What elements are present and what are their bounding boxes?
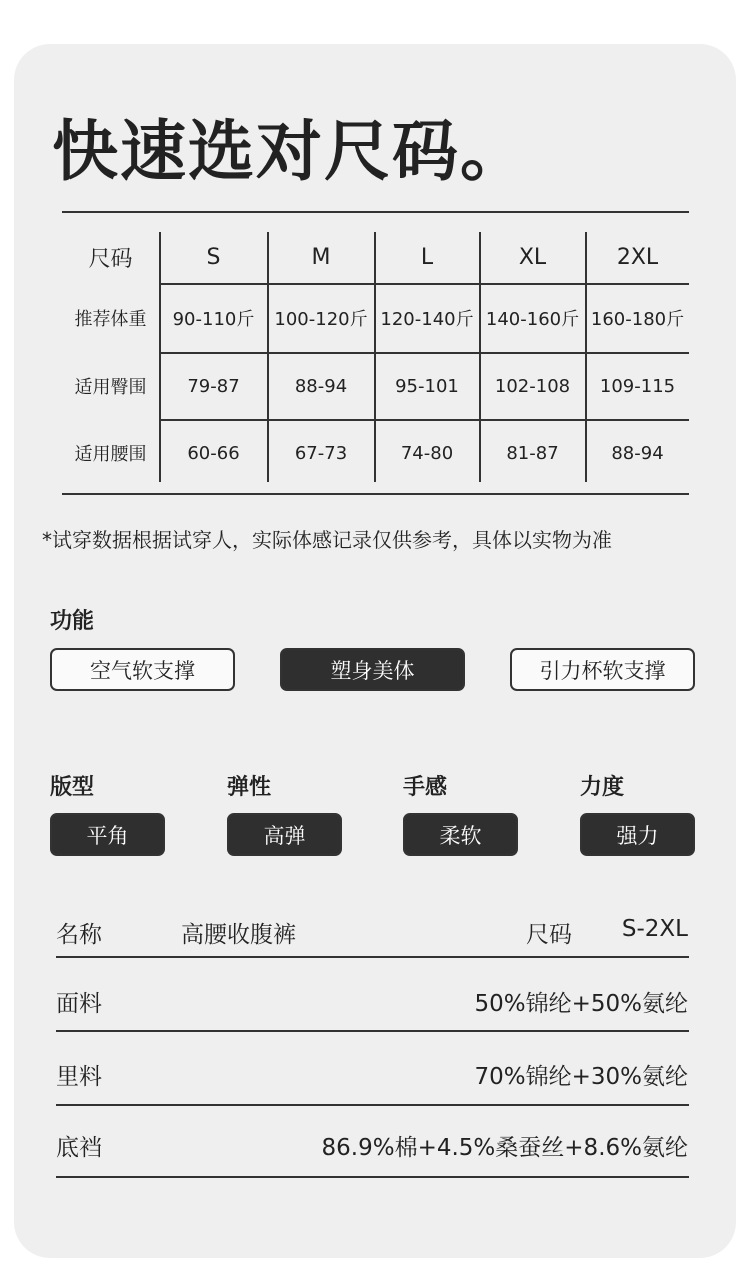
table-cell: 81-87	[506, 442, 559, 464]
spec-divider	[56, 1104, 689, 1106]
header-cell-2xl: 2XL	[616, 245, 659, 270]
header-cell-size: 尺码	[88, 247, 133, 272]
spec-label: 面料	[56, 991, 102, 1017]
table-cell: 100-120斤	[274, 309, 368, 330]
attribute-value-elasticity: 高弹	[227, 813, 342, 856]
spec-value: 86.9%棉+4.5%桑蚕丝+8.6%氨纶	[321, 1135, 688, 1161]
table-cell: 79-87	[187, 375, 240, 397]
table-cell: 74-80	[400, 442, 454, 464]
table-cell: 60-66	[187, 442, 240, 464]
spec-label: 尺码	[526, 922, 572, 948]
header-cell-s: S	[206, 245, 221, 270]
table-cell: 88-94	[294, 375, 348, 397]
row-label: 适用臀围	[74, 377, 147, 398]
row-label: 推荐体重	[74, 309, 147, 330]
table-cell: 140-160斤	[485, 309, 580, 330]
table-cell: 102-108	[494, 375, 571, 397]
spec-divider	[56, 1030, 689, 1032]
spec-label: 底裆	[56, 1135, 102, 1161]
row-label: 适用腰围	[74, 444, 147, 465]
attribute-label-strength: 力度	[580, 775, 625, 800]
table-top-rule	[62, 211, 689, 213]
table-cell: 88-94	[611, 442, 664, 464]
spec-label: 名称	[56, 922, 102, 948]
spec-value: S-2XL	[621, 916, 688, 942]
header-cell-m: M	[311, 245, 331, 270]
table-cell: 160-180斤	[590, 309, 685, 330]
spec-divider	[56, 956, 689, 958]
spec-value: 50%锦纶+50%氨纶	[474, 991, 688, 1017]
function-option-gravity-cup: 引力杯软支撑	[510, 648, 695, 691]
table-bottom-rule	[62, 493, 689, 495]
table-cell: 109-115	[599, 375, 676, 397]
function-option-body-shaping: 塑身美体	[280, 648, 465, 691]
header-cell-xl: XL	[518, 245, 547, 270]
table-cell: 67-73	[294, 442, 348, 464]
table-cell: 90-110斤	[172, 309, 255, 330]
attribute-label-fit: 版型	[50, 775, 95, 800]
table-cell: 95-101	[395, 375, 459, 397]
attribute-value-strength: 强力	[580, 813, 695, 856]
disclaimer-note: *试穿数据根据试穿人，实际体感记录仅供参考，具体以实物为准	[42, 528, 612, 552]
page-title: 快速选对尺码。	[52, 113, 528, 190]
table-cell: 120-140斤	[380, 309, 474, 330]
attribute-label-feel: 手感	[403, 775, 448, 800]
spec-divider	[56, 1176, 689, 1178]
spec-value: 70%锦纶+30%氨纶	[474, 1064, 688, 1090]
attribute-value-feel: 柔软	[403, 813, 518, 856]
attribute-value-fit: 平角	[50, 813, 165, 856]
function-label: 功能	[50, 609, 95, 634]
attribute-label-elasticity: 弹性	[227, 775, 272, 800]
function-option-air-support: 空气软支撑	[50, 648, 235, 691]
spec-value: 高腰收腹裤	[181, 922, 296, 948]
spec-label: 里料	[56, 1064, 102, 1090]
header-cell-l: L	[420, 245, 434, 270]
